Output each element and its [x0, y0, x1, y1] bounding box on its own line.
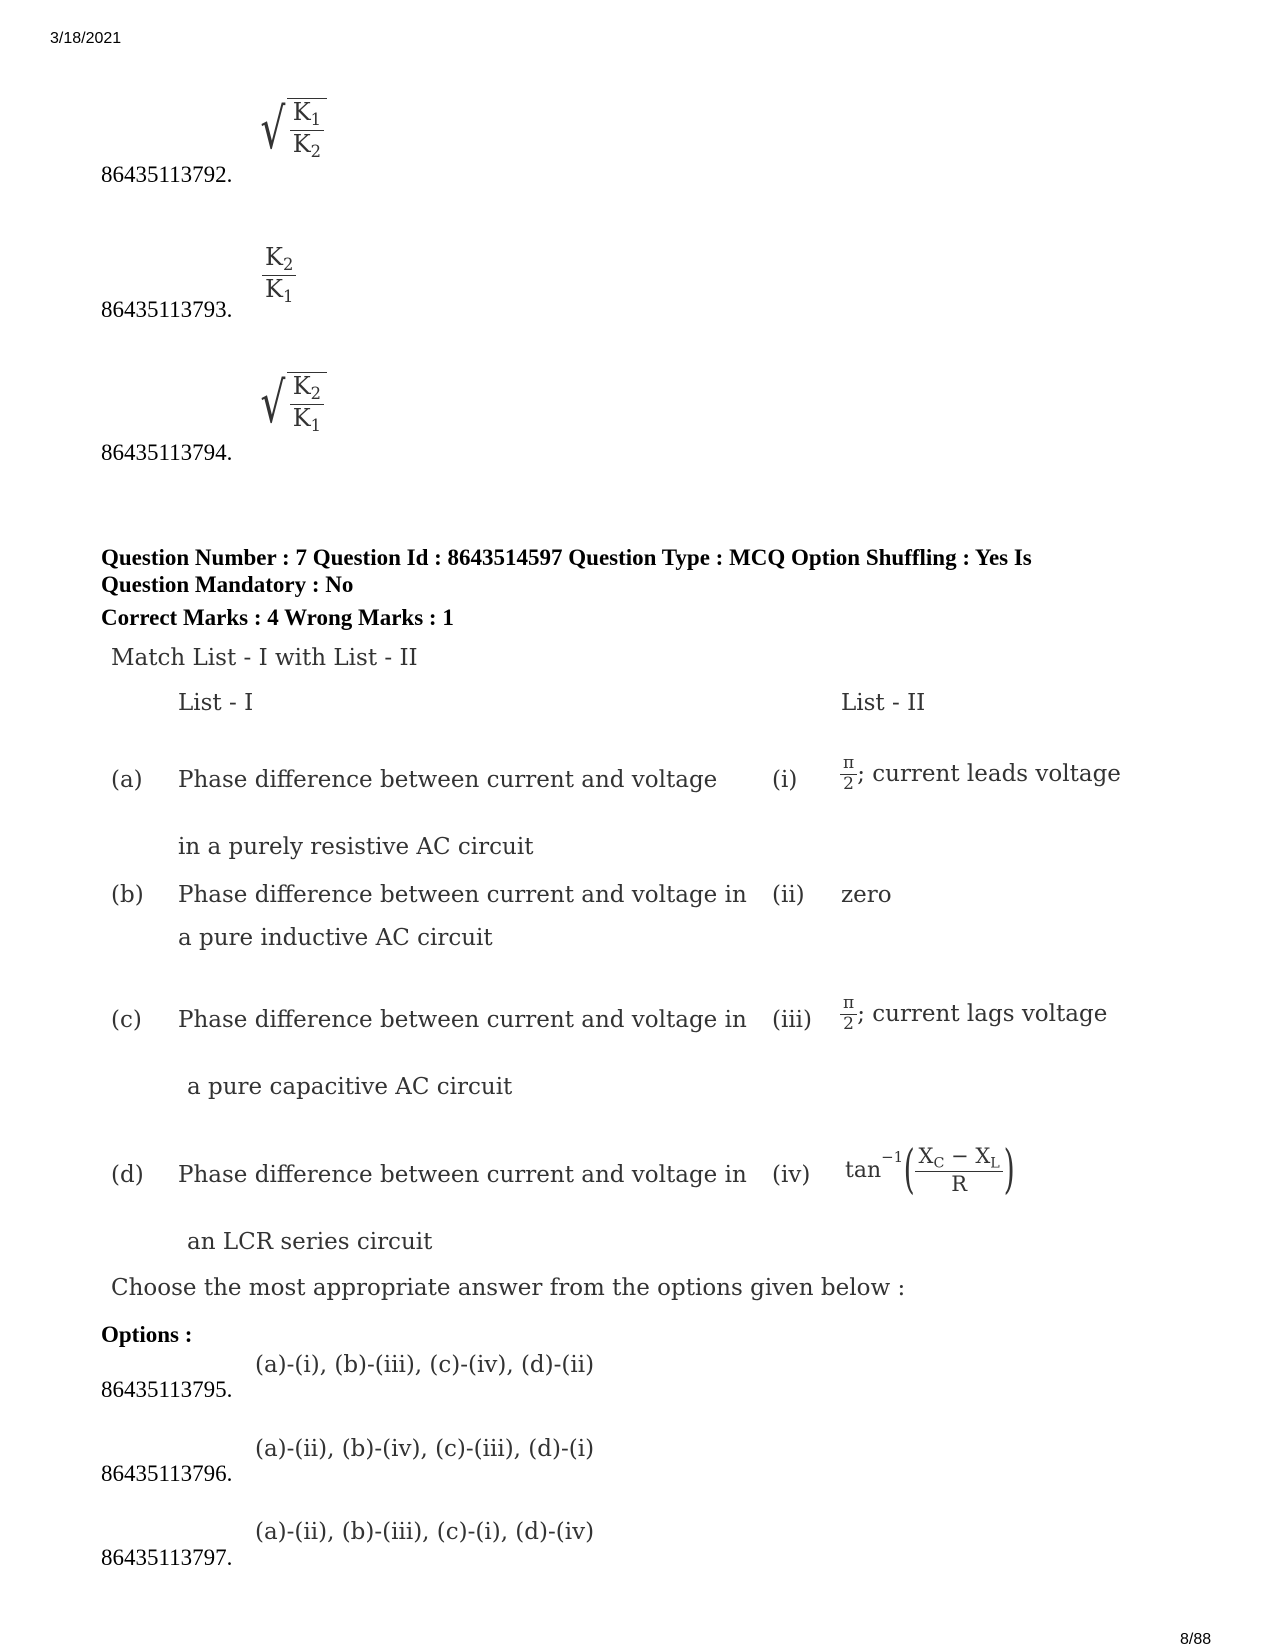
option-text: (a)-(ii), (b)-(iv), (c)-(iii), (d)-(i) — [255, 1436, 595, 1462]
row-text-line1: Phase difference between current and voltage in — [178, 1007, 747, 1033]
row-label: (c) — [111, 1007, 142, 1033]
list1-header: List - I — [178, 690, 254, 716]
subscript: 2 — [282, 254, 294, 274]
radical-sign: √ — [260, 371, 286, 436]
subscript: 1 — [282, 286, 294, 306]
subscript: 1 — [310, 415, 322, 435]
minus-sign: − — [944, 1143, 976, 1168]
subscript: L — [990, 1154, 1000, 1171]
match-value — [840, 754, 1121, 794]
right-paren: ) — [1003, 1140, 1015, 1200]
row-label: (a) — [111, 767, 143, 793]
superscript: −1 — [881, 1148, 904, 1166]
fraction-denominator: K — [292, 130, 311, 158]
row-text-line2: a pure capacitive AC circuit — [187, 1074, 513, 1100]
question-header-line1: Question Number : 7 Question Id : 8643514597 Question Type : MCQ Option Shuffling : Yes Is — [101, 545, 1032, 570]
row-text-line2: an LCR series circuit — [187, 1229, 433, 1255]
option-formula-k2-k1 — [262, 244, 296, 306]
match-text: ; current leads voltage — [857, 761, 1121, 788]
radical-sign: √ — [260, 97, 286, 162]
question-header-line2: Question Mandatory : No — [101, 572, 354, 597]
subscript: 2 — [310, 384, 322, 404]
option-formula-sqrt-k2-k1 — [255, 372, 327, 436]
question-prompt: Match List - I with List - II — [111, 645, 418, 671]
subscript: 2 — [310, 141, 322, 161]
option-id: 86435113792. — [101, 162, 233, 187]
row-label: (b) — [111, 882, 144, 908]
left-paren: ( — [903, 1140, 915, 1200]
fraction-numerator: π — [840, 994, 857, 1015]
page-number: 8/88 — [1180, 1631, 1212, 1648]
row-text-line1: Phase difference between current and voltage — [178, 767, 718, 793]
fraction-denominator: K — [292, 404, 311, 432]
row-text-line1: Phase difference between current and voltage in — [178, 882, 747, 908]
option-text: (a)-(i), (b)-(iii), (c)-(iv), (d)-(ii) — [255, 1352, 595, 1378]
choose-instruction: Choose the most appropriate answer from the options given below : — [111, 1275, 906, 1301]
row-text-line2: a pure inductive AC circuit — [178, 925, 493, 951]
option-id: 86435113795. — [101, 1377, 233, 1402]
subscript: 1 — [310, 110, 322, 130]
match-label: (ii) — [772, 882, 805, 908]
fraction-denominator: 2 — [843, 1013, 854, 1034]
fraction-denominator: K — [265, 274, 283, 303]
fraction-numerator — [915, 1144, 1002, 1173]
option-text: (a)-(ii), (b)-(iii), (c)-(i), (d)-(iv) — [255, 1519, 595, 1545]
subscript: C — [933, 1154, 945, 1171]
match-text: zero — [841, 882, 892, 908]
row-text-line2: in a purely resistive AC circuit — [178, 834, 534, 860]
option-id: 86435113796. — [101, 1461, 233, 1486]
page-date: 3/18/2021 — [50, 30, 122, 47]
fraction-numerator: π — [840, 754, 857, 775]
tan-text: tan — [845, 1157, 882, 1183]
match-text: ; current lags voltage — [857, 1001, 1108, 1028]
match-value — [840, 994, 1107, 1034]
xl-symbol: X — [975, 1143, 991, 1168]
option-formula-sqrt-k1-k2 — [255, 98, 327, 162]
tan-inverse-formula — [845, 1140, 1015, 1200]
option-id: 86435113793. — [101, 297, 233, 322]
fraction-denominator: 2 — [843, 773, 854, 794]
question-marks: Correct Marks : 4 Wrong Marks : 1 — [101, 605, 454, 630]
option-id: 86435113794. — [101, 440, 233, 465]
match-label: (iii) — [772, 1007, 813, 1033]
row-text-line1: Phase difference between current and voltage in — [178, 1162, 747, 1188]
fraction-denominator: R — [951, 1172, 968, 1197]
list2-header: List - II — [841, 690, 926, 716]
fraction-numerator: K — [292, 98, 311, 127]
match-label: (i) — [772, 767, 798, 793]
xc-symbol: X — [918, 1143, 934, 1168]
row-label: (d) — [111, 1162, 144, 1188]
fraction-numerator: K — [292, 372, 311, 401]
match-label: (iv) — [772, 1162, 811, 1188]
fraction-numerator: K — [265, 243, 283, 271]
options-label: Options : — [101, 1322, 193, 1347]
option-id: 86435113797. — [101, 1545, 233, 1570]
